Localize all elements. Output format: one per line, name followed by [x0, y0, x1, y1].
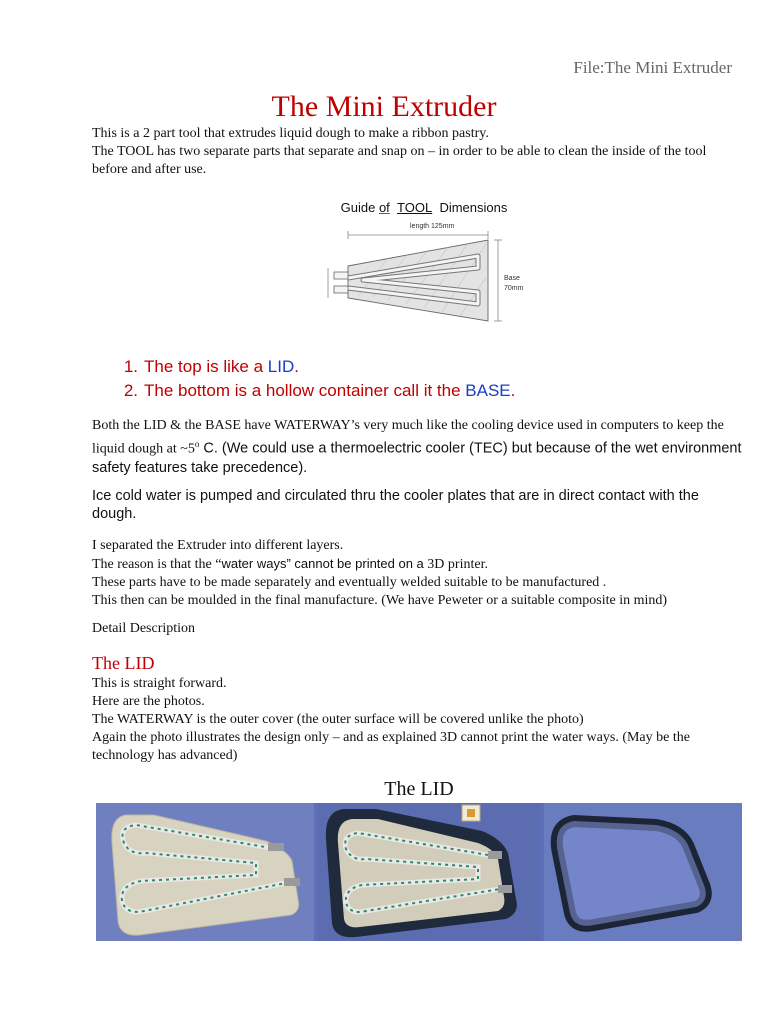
- photo-title: The LID: [384, 778, 454, 800]
- intro-line-1: This is a 2 part tool that extrudes liquid dough to make a ribbon pastry.: [92, 126, 489, 141]
- layers-paragraph: I separated the Extruder into different layers. The reason is that the “water ways” cannot be printed on a 3D printer. These parts have to be made separately and eventually welded suitable to be manufactured . This then can be moulded in the final manufacture. (We have Peweter or a suitable composite in mind): [92, 538, 668, 608]
- length-label: length 125mm: [410, 223, 455, 230]
- fitting-1b: [284, 878, 300, 886]
- guide-suffix: Dimensions: [439, 200, 508, 215]
- ice-water-paragraph: Ice cold water is pumped and circulated thru the cooler plates that are in direct contact with the dough.: [92, 488, 699, 522]
- file-header: File:The Mini Extruder: [573, 58, 732, 77]
- base-term: BASE: [465, 381, 511, 400]
- list-item: 1. The top is like a LID.: [123, 357, 299, 376]
- fitting-2a: [488, 851, 502, 859]
- base-label: Base: [504, 275, 520, 282]
- guide-of: of: [378, 200, 390, 215]
- guide-caption: [0, 200, 768, 215]
- guide-tool: TOOL: [397, 200, 433, 215]
- lid-section-heading: The LID: [92, 653, 155, 673]
- intro-paragraph: [92, 125, 742, 179]
- parts-list: [104, 355, 515, 403]
- lid-term: LID: [267, 357, 295, 376]
- detail-description-label: Detail Description: [92, 621, 196, 636]
- fitting-1a: [268, 843, 284, 851]
- outlet-nozzle: [334, 286, 348, 293]
- lid-photos: [96, 803, 742, 941]
- tool-dimension-diagram: [318, 218, 538, 333]
- page-title: The Mini Extruder: [271, 90, 497, 123]
- fitting-2b: [498, 885, 512, 893]
- guide-prefix: Guide: [340, 200, 379, 215]
- lid-photo-strip: [96, 803, 742, 941]
- lid-section-paragraph: This is straight forward. Here are the photos. The WATERWAY is the outer cover (the outer surface will be covered unlike the photo) Again the photo illustrates the design only – and as explained 3D cannot print the water ways. (May be the technology has advanced): [92, 676, 690, 763]
- base-size-label: 70mm: [504, 285, 524, 292]
- inlet-nozzle: [334, 272, 348, 279]
- intro-line-2: The TOOL has two separate parts that separate and snap on – in order to be able to clean the inside of the tool before and after use.: [92, 144, 707, 177]
- waterway-paragraph: Both the LID & the BASE have WATERWAY’s very much like the cooling device used in computers to keep the liquid dough at ~5$^o$ C. (We could use a thermoelectric cooler (TEC) but because of the wet environment safety features take precedence).: [92, 418, 742, 476]
- image-badge-icon-inner: [467, 809, 475, 817]
- list-item: 2. The bottom is a hollow container call it the BASE.: [123, 381, 516, 400]
